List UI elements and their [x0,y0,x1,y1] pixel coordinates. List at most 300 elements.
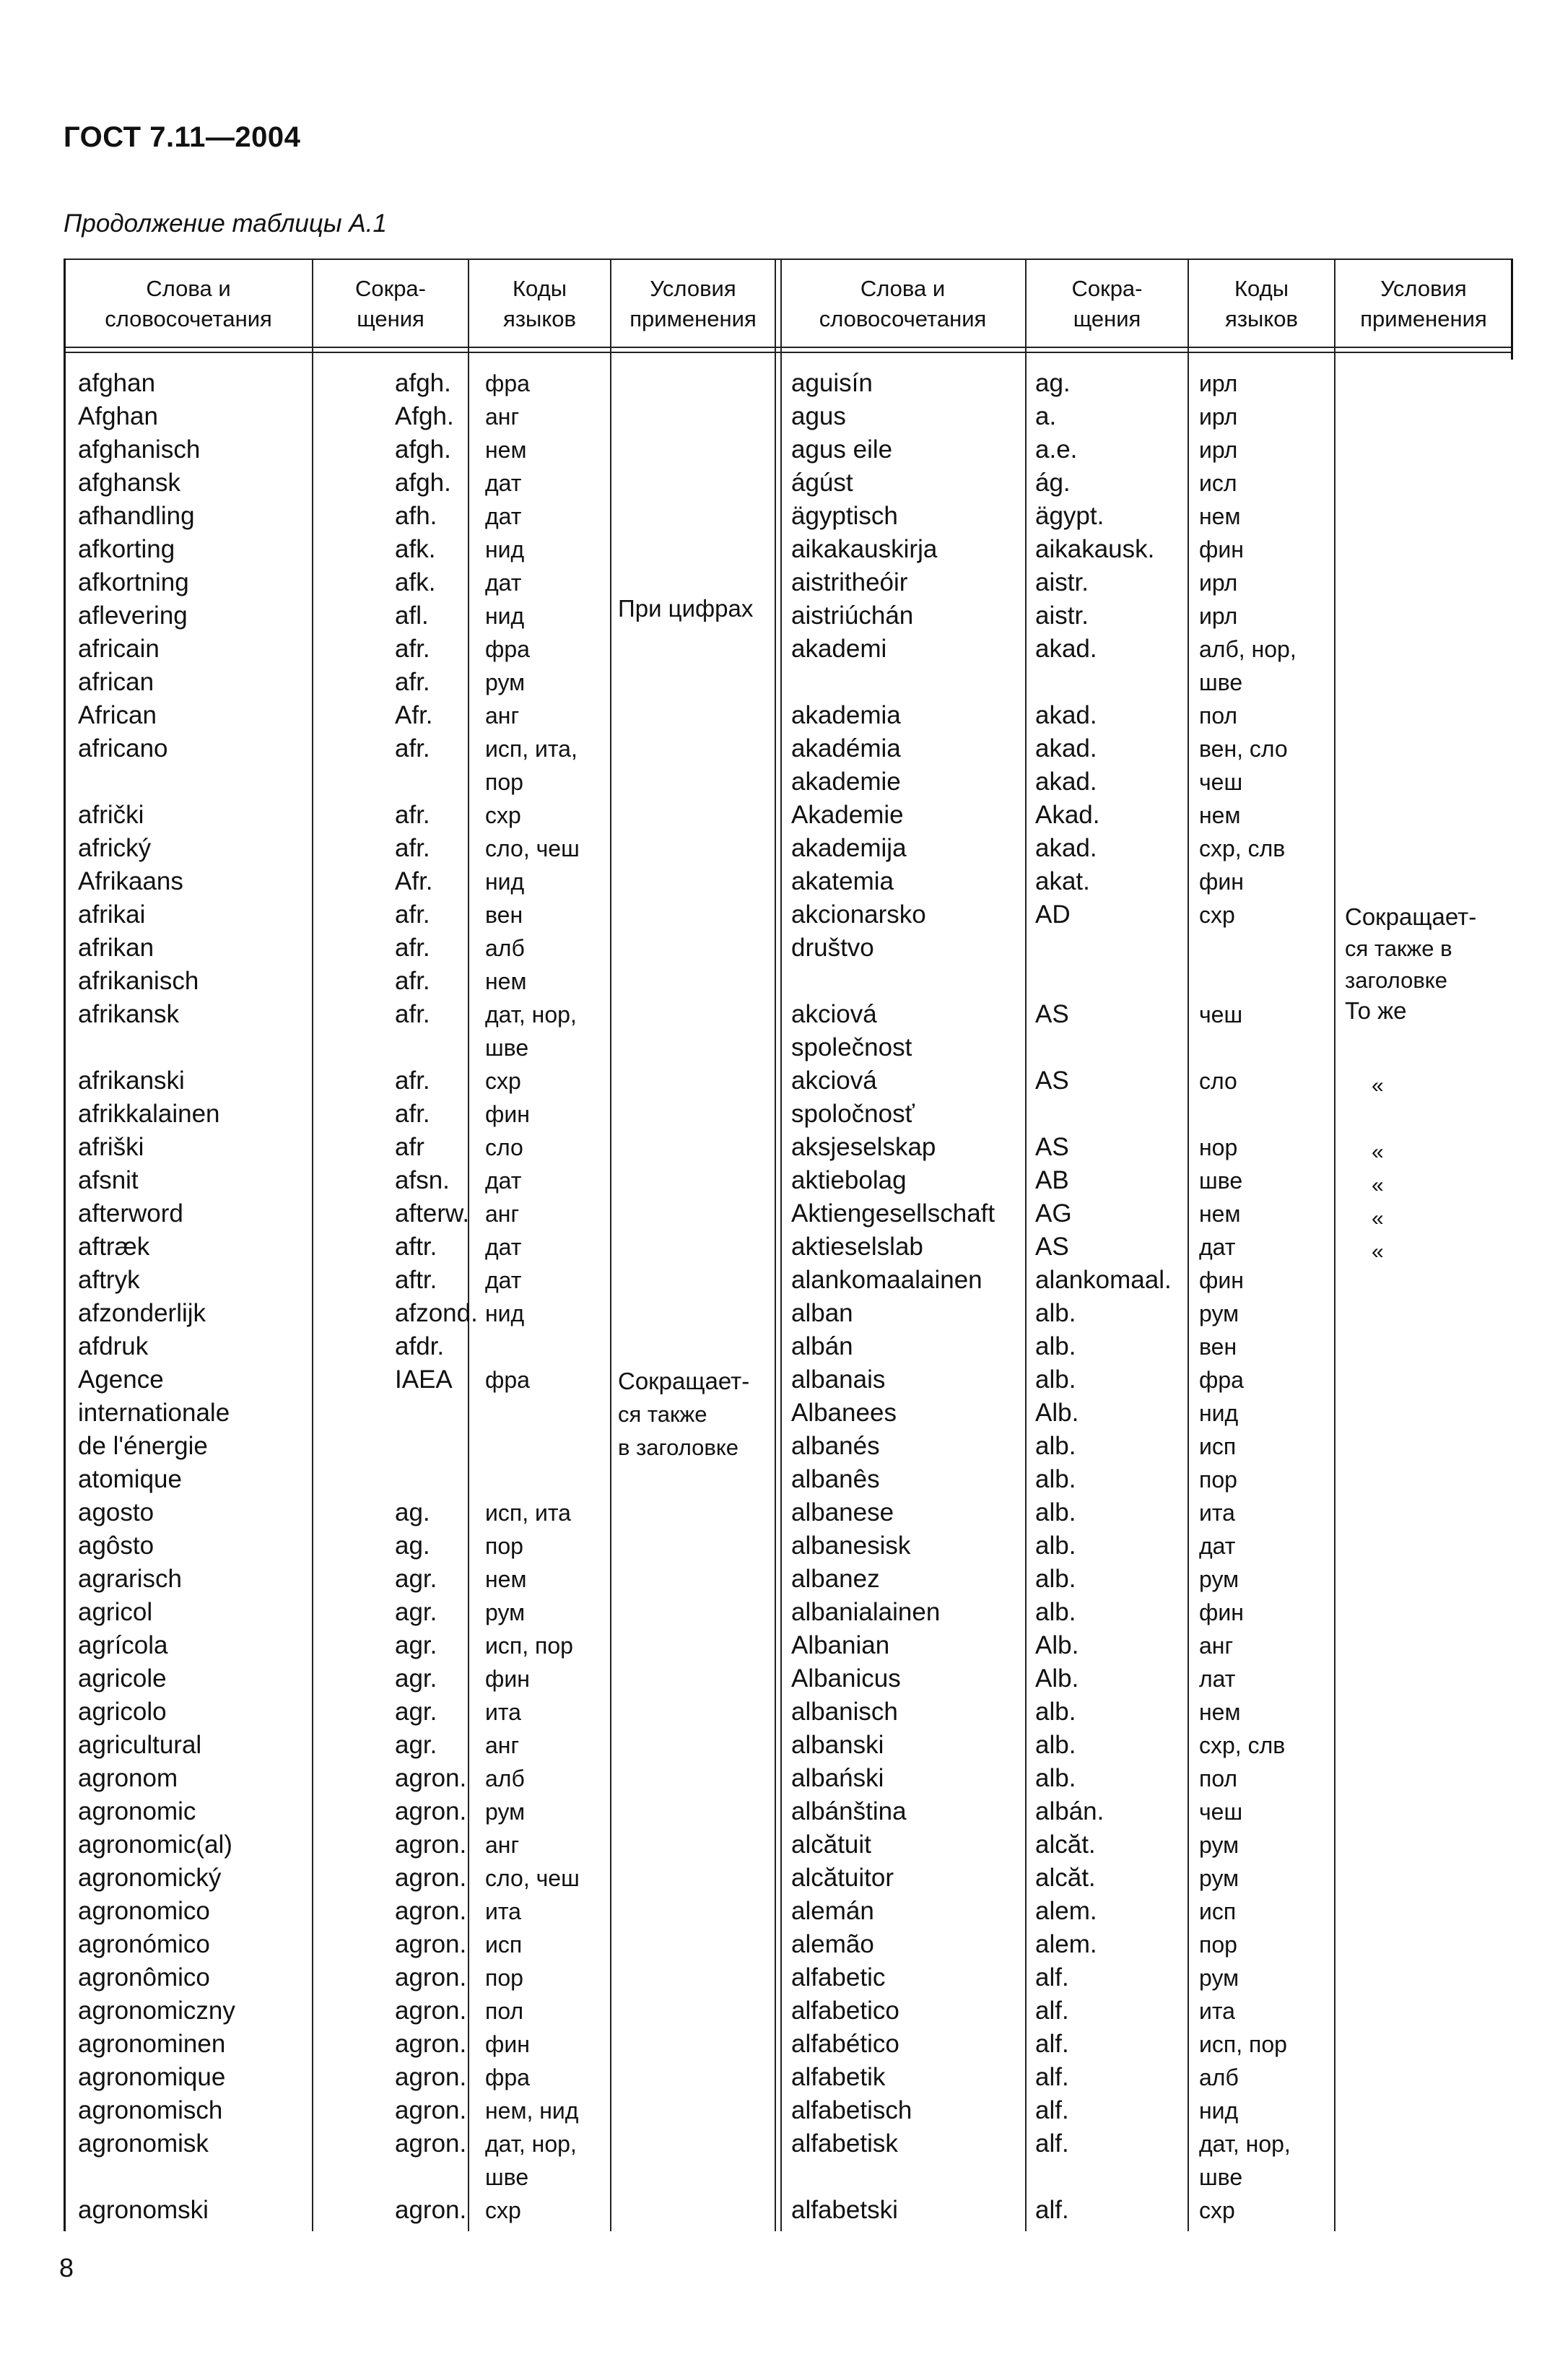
word-cell: akadémia [791,734,901,763]
table-row-right [64,2028,1513,2061]
word-cell: Akademie [791,801,904,829]
table-row-right [64,1463,1513,1496]
abbreviation-cell: aistr. [1035,568,1089,596]
language-code-cell: ирл [1199,603,1238,629]
word-cell: ägyptisch [791,502,898,530]
abbreviation-cell: afdr. [395,1332,445,1360]
abbreviation-cell: agr. [395,1631,437,1659]
ditto-mark: « [1372,1140,1384,1164]
page-number: 8 [59,2253,74,2283]
abbreviation-cell: AS [1035,1133,1069,1161]
abbreviation-table [64,259,1513,2231]
word-cell: albanski [791,1731,884,1759]
table-row-right [64,1264,1513,1297]
language-code-cell: схр [1199,2197,1235,2223]
col-header-lang-left: Коды языков [503,276,576,331]
word-cell: afghan [78,369,156,397]
language-code-cell: пор [1199,1932,1237,1958]
language-code-cell: дат [485,570,522,596]
word-cell: Albanicus [791,1664,901,1693]
word-cell: afrikanski [78,1067,185,1095]
table-row-right [64,367,1513,400]
abbreviation-cell: afgh. [395,369,451,397]
word-cell: albánština [791,1797,907,1825]
language-code-cell: схр, слв [1199,835,1286,861]
word-cell: agronomický [78,1864,222,1892]
abbreviation-cell: akad. [1035,834,1097,862]
language-code-cell: дат [485,1168,522,1194]
language-code-cell: алб [1199,2064,1239,2090]
note-sokrashchaetsya-right [1345,901,1476,996]
col-header-abbr-left: Сокра- щения [355,276,426,331]
abbreviation-cell: alb. [1035,1764,1076,1792]
abbreviation-cell: alb. [1035,1365,1076,1394]
abbreviation-cell: alf. [1035,2096,1069,2124]
word-cell: afriški [78,1133,144,1161]
word-cell: agronomski [78,2196,209,2224]
word-cell: Albanian [791,1631,890,1659]
word-cell: agronomisk [78,2129,209,2158]
word-cell: agosto [78,1498,154,1526]
word-cell: agronomic(al) [78,1830,232,1859]
language-code-cell: рум [1199,1300,1239,1326]
language-code-cell: фра [1199,1367,1244,1393]
ditto-mark: « [1372,1207,1384,1230]
table-row-right [64,1098,1513,1131]
abbreviation-cell: akad. [1035,701,1097,729]
word-cell: alemán [791,1897,874,1925]
language-code-cell: нем [485,1566,527,1592]
abbreviation-cell: agr. [395,1698,437,1726]
abbreviation-cell: agron. [395,1830,467,1859]
abbreviation-cell: afr. [395,668,430,696]
note-line: ся также в [1345,936,1452,961]
abbreviation-cell: AG [1035,1199,1072,1228]
word-cell: africano [78,734,168,763]
table-row-right [64,1795,1513,1828]
word-cell: afsnit [78,1166,139,1194]
table-row-right [64,2094,1513,2127]
abbreviation-cell: alb. [1035,1532,1076,1560]
abbreviation-cell: agr. [395,1598,437,1626]
word-cell: alfabetic [791,1963,886,1992]
word-cell: alcătuit [791,1830,871,1859]
language-code-cell: дат, нор, [485,1002,577,1028]
language-code-cell: исп [1199,1433,1237,1459]
table-row-right [64,1862,1513,1895]
abbreviation-cell: Afr. [395,867,433,895]
word-cell: alemão [791,1930,874,1958]
word-cell: aftryk [78,1266,140,1294]
word-cell: akademija [791,834,907,862]
word-cell: alfabético [791,2030,899,2058]
word-cell: Agence [78,1365,164,1394]
document-title: ГОСТ 7.11—2004 [64,121,301,153]
word-cell: alfabetski [791,2196,898,2224]
word-cell: Afghan [78,402,158,430]
ditto-mark: « [1372,1173,1384,1197]
abbreviation-cell: afl. [395,601,429,630]
table-row-right [64,1297,1513,1330]
word-cell: agronomic [78,1797,196,1825]
language-code-cell: пол [485,1998,524,2024]
language-code-cell: шве [1199,669,1243,695]
abbreviation-cell: afzond. [395,1299,478,1327]
language-code-cell: фин [485,1101,530,1127]
word-cell: africain [78,635,160,663]
language-code-cell: дат, нор, [485,2131,577,2157]
abbreviation-cell: afgh. [395,435,451,464]
word-cell: afkorting [78,535,175,563]
abbreviation-cell: alcăt. [1035,1830,1096,1859]
abbreviation-cell: aftr. [395,1266,437,1294]
abbreviation-cell: alb. [1035,1432,1076,1460]
language-code-cell: схр [485,802,521,828]
language-code-cell: ита [485,1898,521,1924]
abbreviation-cell: afk. [395,568,436,596]
abbreviation-cell: afr. [395,967,430,995]
table-continuation-caption: Продолжение таблицы А.1 [64,209,387,238]
abbreviation-cell: Afgh. [395,402,454,430]
word-cell: akademie [791,768,901,796]
abbreviation-cell: AS [1035,1067,1069,1095]
word-cell: alfabetico [791,1997,899,2025]
abbreviation-cell: agron. [395,1930,467,1958]
note-line: в заголовке [618,1435,739,1460]
table-row-right [64,2194,1513,2227]
table-row-right [64,965,1513,998]
abbreviation-cell: agron. [395,2129,467,2158]
word-cell: albanês [791,1465,880,1493]
abbreviation-cell: akad. [1035,635,1097,663]
language-code-cell: фра [485,370,530,396]
table-row-right [64,1164,1513,1197]
abbreviation-cell: alankomaal. [1035,1266,1172,1294]
abbreviation-cell: afr. [395,1000,430,1028]
language-code-cell: фин [485,2031,530,2057]
word-cell: spoločnosť [791,1100,915,1128]
language-code-cell: фра [485,2064,530,2090]
language-code-cell: ита [1199,1998,1235,2024]
language-code-cell: чеш [1199,1002,1243,1028]
language-code-cell: нид [485,603,525,629]
note-to-zhe: То же [1345,997,1407,1024]
abbreviation-cell: afr [395,1133,424,1161]
language-code-cell: ирл [1199,370,1238,396]
abbreviation-cell: ag. [395,1532,430,1560]
table-row-right [64,1729,1513,1762]
table-row-right [64,599,1513,633]
table-row-right [64,1496,1513,1529]
word-cell: agricol [78,1598,153,1626]
language-code-cell: ита [485,1699,521,1725]
word-cell: afghanisch [78,435,201,464]
word-cell: agricultural [78,1731,202,1759]
abbreviation-cell: agron. [395,1897,467,1925]
table-row-right [64,1828,1513,1862]
table-row-right [64,433,1513,466]
word-cell: albanais [791,1365,886,1394]
language-code-cell: фин [485,1666,530,1692]
word-cell: akciová [791,1067,877,1095]
language-code-cell: схр [485,2197,521,2223]
abbreviation-cell: alf. [1035,1997,1069,2025]
abbreviation-cell: IAEA [395,1365,453,1394]
table-row-right [64,1895,1513,1928]
table-row-right [64,732,1513,765]
abbreviation-cell: afr. [395,934,430,962]
table-row-right [64,1131,1513,1164]
abbreviation-cell: afh. [395,502,437,530]
word-cell: albanesisk [791,1532,911,1560]
word-cell: albanese [791,1498,894,1526]
abbreviation-cell: agron. [395,2063,467,2091]
language-code-cell: фин [1199,1267,1244,1293]
note-pri-tsifrakh: При цифрах [618,595,754,622]
abbreviation-cell: ág. [1035,469,1071,497]
word-cell: afrički [78,801,144,829]
abbreviation-cell: afr. [395,801,430,829]
table-row-right [64,865,1513,898]
word-cell: alfabetik [791,2063,886,2091]
language-code-cell: вен, сло [1199,736,1288,762]
language-code-cell: рум [1199,1865,1239,1891]
word-cell: albanisch [791,1698,898,1726]
note-sokrashchaetsya-left [618,1365,749,1464]
abbreviation-cell: alcăt. [1035,1864,1096,1892]
word-cell: alban [791,1299,853,1327]
table-row-right [64,1662,1513,1695]
language-code-cell: исп, пор [1199,2031,1287,2057]
word-cell: agronomiczny [78,1997,235,2025]
word-cell: albanés [791,1432,880,1460]
language-code-cell: фин [1199,1599,1244,1625]
abbreviation-cell: agron. [395,1764,467,1792]
word-cell: afrikanisch [78,967,199,995]
abbreviation-cell: alb. [1035,1698,1076,1726]
word-cell: atomique [78,1465,182,1493]
language-code-cell: чеш [1199,1799,1243,1825]
table-row-right [64,2127,1513,2160]
word-cell: africký [78,834,152,862]
abbreviation-cell: Alb. [1035,1399,1079,1427]
language-code-cell: сло [1199,1068,1237,1094]
abbreviation-cell: alf. [1035,1963,1069,1992]
language-code-cell: чеш [1199,769,1243,795]
abbreviation-cell: alb. [1035,1598,1076,1626]
language-code-cell: анг [485,1832,520,1858]
word-cell: african [78,668,154,696]
language-code-cell: анг [485,1732,520,1758]
header-separator [64,347,1513,353]
language-code-cell: нем [1199,802,1241,828]
word-cell: albański [791,1764,884,1792]
abbreviation-cell: afr. [395,900,430,929]
language-code-cell: шве [1199,1168,1243,1194]
note-line: заголовке [1345,968,1447,993]
table-row-right [64,1430,1513,1463]
word-cell: afrikansk [78,1000,180,1028]
language-code-cell: фин [1199,869,1244,895]
language-code-cell: алб, нор, [1199,636,1297,662]
abbreviation-cell: afterw. [395,1199,470,1228]
language-code-cell: нид [1199,2098,1239,2124]
abbreviation-cell: afgh. [395,469,451,497]
language-code-cell: исл [1199,470,1237,496]
abbreviation-cell: aistr. [1035,601,1089,630]
word-cell: agronómico [78,1930,210,1958]
abbreviation-cell: alb. [1035,1498,1076,1526]
table-row-right [64,1230,1513,1264]
abbreviation-cell: afr. [395,1100,430,1128]
word-cell: afrikan [78,934,154,962]
col-header-abbr-right: Сокра- щения [1071,276,1143,331]
language-code-cell: исп, пор [485,1633,573,1659]
word-cell: agus [791,402,846,430]
word-cell: agronominen [78,2030,226,2058]
word-cell: akcionarsko [791,900,926,929]
word-cell: aksjeselskap [791,1133,936,1161]
abbreviation-cell: agron. [395,2096,467,2124]
language-code-cell: фра [485,1367,530,1393]
word-cell: društvo [791,934,874,962]
language-code-cell: рум [1199,1965,1239,1991]
table-row-right [64,1994,1513,2028]
language-code-cell: фин [1199,537,1244,563]
word-cell: aflevering [78,601,188,630]
abbreviation-cell: Akad. [1035,801,1100,829]
language-code-cell: дат [1199,1533,1236,1559]
language-code-cell: исп [485,1932,523,1958]
table-row-right [64,1031,1513,1064]
language-code-cell: вен [485,902,523,928]
language-code-cell: дат, нор, [1199,2131,1291,2157]
language-code-cell: рум [485,1799,526,1825]
language-code-cell: нид [1199,1400,1239,1426]
word-cell: afrikkalainen [78,1100,220,1128]
abbreviation-cell: agron. [395,1797,467,1825]
abbreviation-cell: agr. [395,1664,437,1693]
language-code-cell: пор [485,1965,523,1991]
abbreviation-cell: alf. [1035,2129,1069,2158]
word-cell: agronômico [78,1963,210,1992]
word-cell: agronomique [78,2063,226,2091]
language-code-cell: схр [485,1068,521,1094]
note-line: ся также [618,1402,707,1427]
abbreviation-cell: alb. [1035,1565,1076,1593]
word-cell: aikakauskirja [791,535,938,563]
word-cell: afkortning [78,568,189,596]
abbreviation-cell: afk. [395,535,436,563]
abbreviation-cell: alb. [1035,1332,1076,1360]
table-row-right [64,832,1513,865]
word-cell: afrikai [78,900,146,929]
language-code-cell: пор [1199,1467,1237,1493]
language-code-cell: сло, чеш [485,1865,580,1891]
word-cell: aistritheóir [791,568,908,596]
language-code-cell: пол [1199,1766,1238,1791]
word-cell: aktieselslab [791,1233,923,1261]
table-row-right [64,1397,1513,1430]
col-header-conditions-right: Условия применения [1360,276,1487,331]
language-code-cell: дат [485,1234,522,1260]
language-code-cell: алб [485,1766,525,1791]
language-code-cell: нем [1199,1201,1241,1227]
table-row-right [64,2061,1513,2094]
abbreviation-cell: afr. [395,635,430,663]
abbreviation-cell: ägypt. [1035,502,1104,530]
abbreviation-cell: alb. [1035,1299,1076,1327]
language-code-cell: дат [1199,1234,1236,1260]
abbreviation-cell: agron. [395,2196,467,2224]
abbreviation-cell: ag. [395,1498,430,1526]
abbreviation-cell: AD [1035,900,1071,929]
abbreviation-cell: afr. [395,1067,430,1095]
abbreviation-cell: alf. [1035,2063,1069,2091]
language-code-cell: анг [485,404,520,430]
abbreviation-cell: Alb. [1035,1631,1079,1659]
word-cell: afhandling [78,502,195,530]
language-code-cell: исп [1199,1898,1237,1924]
word-cell: akciová [791,1000,877,1028]
col-header-lang-right: Коды языков [1225,276,1298,331]
abbreviation-cell: afr. [395,734,430,763]
word-cell: agricole [78,1664,167,1693]
abbreviation-cell: alb. [1035,1731,1076,1759]
word-cell: afzonderlijk [78,1299,206,1327]
word-cell: albanez [791,1565,880,1593]
abbreviation-cell: albán. [1035,1797,1104,1825]
table-row-right [64,400,1513,433]
language-code-cell: фра [485,636,530,662]
language-code-cell: рум [485,669,526,695]
language-code-cell: анг [1199,1633,1234,1659]
language-code-cell: дат [485,470,522,496]
table-row-right [64,2160,1513,2194]
language-code-cell: шве [1199,2164,1243,2190]
language-code-cell: нем [485,968,527,994]
ditto-mark: « [1372,1240,1384,1264]
table-row-right [64,1563,1513,1596]
abbreviation-cell: AS [1035,1233,1069,1261]
abbreviation-cell: alem. [1035,1897,1097,1925]
abbreviation-cell: alem. [1035,1930,1097,1958]
language-code-cell: рум [1199,1832,1239,1858]
word-cell: agôsto [78,1532,154,1560]
table-row-right [64,533,1513,566]
word-cell: Aktiengesellschaft [791,1199,995,1228]
abbreviation-cell: alf. [1035,2030,1069,2058]
language-code-cell: анг [485,1201,520,1227]
language-code-cell: ирл [1199,437,1238,463]
word-cell: albanialainen [791,1598,941,1626]
word-cell: afghansk [78,469,181,497]
abbreviation-cell: AS [1035,1000,1069,1028]
table-row-right [64,1629,1513,1662]
language-code-cell: пор [485,1533,523,1559]
word-cell: de l'énergie [78,1432,208,1460]
word-cell: African [78,701,157,729]
language-code-cell: дат [485,1267,522,1293]
table-row-right [64,1330,1513,1363]
word-cell: alcătuitor [791,1864,894,1892]
table-row-right [64,666,1513,699]
table-row-right [64,1529,1513,1563]
language-code-cell: схр [1199,902,1235,928]
abbreviation-cell: a. [1035,402,1057,430]
word-cell: alfabetisk [791,2129,898,2158]
word-cell: Albanees [791,1399,897,1427]
